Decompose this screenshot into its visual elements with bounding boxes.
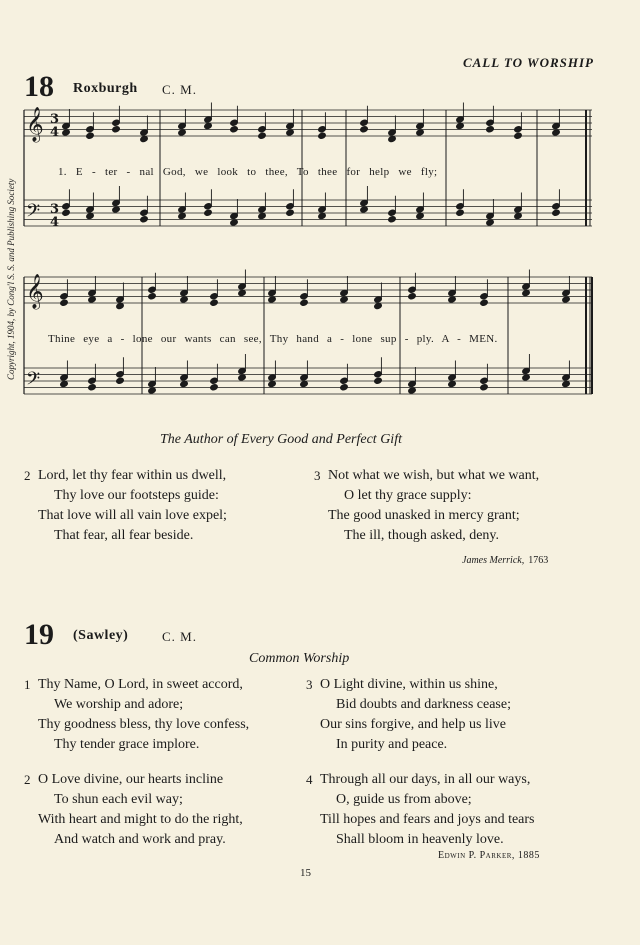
- copyright-notice: Copyright, 1904, by Cong'l S. S. and Publishing Society: [6, 178, 16, 380]
- note-head: [140, 216, 149, 223]
- time-signature: 3: [50, 112, 60, 127]
- verse-line: With heart and might to do the right,: [38, 812, 243, 827]
- note-head: [416, 212, 425, 219]
- note-head: [148, 387, 157, 394]
- note-head: [178, 212, 187, 219]
- note-head: [408, 293, 417, 300]
- note-head: [268, 380, 277, 387]
- music-score-18: [0, 0, 640, 420]
- verse-line: Our sins forgive, and help us live: [320, 717, 506, 732]
- note-head: [180, 380, 189, 387]
- note-head: [416, 129, 425, 136]
- note-head: [86, 132, 95, 139]
- hymn-19-number: 19: [24, 618, 54, 651]
- verse-number: 2: [24, 772, 31, 787]
- verse-line: Thy love our footsteps guide:: [54, 488, 219, 503]
- time-signature: 4: [50, 125, 60, 140]
- verse-number: 3: [306, 677, 313, 692]
- note-head: [448, 380, 457, 387]
- note-head: [112, 126, 121, 133]
- note-head: [514, 132, 523, 139]
- note-head: [486, 126, 495, 133]
- treble-clef-icon: 𝄞: [26, 274, 44, 309]
- note-head: [116, 377, 125, 384]
- time-signature: 4: [50, 215, 60, 230]
- note-head: [318, 212, 327, 219]
- verse-line: Shall bloom in heavenly love.: [336, 832, 504, 847]
- hymn-19-attribution: Edwin P. Parker, 1885: [438, 850, 540, 861]
- verse-line: O let thy grace supply:: [344, 488, 472, 503]
- note-head: [204, 122, 213, 129]
- section-header: CALL TO WORSHIP: [462, 55, 594, 70]
- hymn-18-attribution: [462, 550, 548, 568]
- note-head: [300, 299, 309, 306]
- treble-clef-icon: 𝄞: [26, 107, 44, 142]
- verse-line: Thy goodness bless, thy love confess,: [38, 717, 250, 732]
- verse-line: The good unasked in mercy grant;: [328, 508, 520, 523]
- hymn-18-lyric-line-2: Thine eye a - lone our wants can see, Thy hand a - lone sup - ply. A - MEN.: [48, 333, 498, 345]
- hymn-18-lyric-line-1: 1. E - ter - nal God, we look to thee, To thee for help we fly;: [58, 166, 438, 178]
- hymn-19-verse-1: [24, 675, 250, 755]
- note-head: [374, 377, 383, 384]
- note-head: [486, 219, 495, 226]
- note-head: [210, 384, 219, 391]
- verse-line: O Light divine, within us shine,: [320, 677, 498, 692]
- hymn-18-meter: C. M.: [162, 82, 197, 97]
- note-head: [552, 129, 561, 136]
- verse-line: We worship and adore;: [54, 697, 184, 712]
- note-head: [408, 387, 417, 394]
- note-head: [522, 289, 531, 296]
- verse-number: 3: [314, 468, 321, 483]
- note-head: [448, 296, 457, 303]
- hymn-18-title: The Author of Every Good and Perfect Gift: [160, 432, 402, 447]
- hymn-19-verse-4: [306, 770, 535, 850]
- verse-line: To shun each evil way;: [54, 792, 183, 807]
- verse-line: That love will all vain love expel;: [38, 508, 227, 523]
- hymn-19-title: Common Worship: [249, 651, 350, 666]
- verse-line: O, guide us from above;: [336, 792, 472, 807]
- note-head: [204, 209, 213, 216]
- hymn-19-verse-2: [24, 770, 243, 850]
- page-number: 15: [300, 867, 311, 879]
- author: James Merrick,: [462, 555, 525, 566]
- verse-number: 2: [24, 468, 31, 483]
- note-head: [562, 380, 571, 387]
- note-head: [318, 132, 327, 139]
- note-head: [140, 135, 149, 142]
- note-head: [148, 293, 157, 300]
- verse-line: Thy Name, O Lord, in sweet accord,: [38, 677, 243, 692]
- note-head: [178, 129, 187, 136]
- verse-number: 1: [24, 677, 31, 692]
- note-head: [286, 129, 295, 136]
- note-head: [552, 209, 561, 216]
- hymn-18-verse-3: [314, 466, 540, 546]
- verse-line: Through all our days, in all our ways,: [320, 772, 531, 787]
- hymn-18-tune: Roxburgh: [73, 81, 138, 96]
- note-head: [62, 129, 71, 136]
- verse-line: In purity and peace.: [336, 737, 448, 752]
- verse-line: Till hopes and fears and joys and tears: [320, 812, 535, 827]
- note-head: [268, 296, 277, 303]
- hymn-18-verse-2: [24, 466, 227, 546]
- note-head: [112, 206, 121, 213]
- note-head: [238, 374, 247, 381]
- note-head: [480, 384, 489, 391]
- note-head: [230, 126, 239, 133]
- note-head: [88, 296, 97, 303]
- note-head: [300, 380, 309, 387]
- time-signature: 3: [50, 202, 60, 217]
- verse-line: The ill, though asked, deny.: [344, 528, 500, 543]
- note-head: [388, 216, 397, 223]
- note-head: [230, 219, 239, 226]
- note-head: [340, 384, 349, 391]
- note-head: [514, 212, 523, 219]
- note-head: [210, 299, 219, 306]
- note-head: [88, 384, 97, 391]
- verse-line: Thy tender grace implore.: [54, 737, 200, 752]
- note-head: [522, 374, 531, 381]
- year: 1763: [528, 555, 549, 566]
- note-head: [340, 296, 349, 303]
- hymn-18-number: 18: [24, 70, 54, 103]
- note-head: [60, 299, 69, 306]
- verse-line: Not what we wish, but what we want,: [328, 468, 540, 483]
- note-head: [238, 289, 247, 296]
- note-head: [374, 302, 383, 309]
- note-head: [62, 209, 71, 216]
- hymn-19-tune: (Sawley): [73, 628, 129, 643]
- bass-clef-icon: 𝄢: [26, 201, 41, 226]
- note-head: [258, 212, 267, 219]
- note-head: [86, 212, 95, 219]
- note-head: [258, 132, 267, 139]
- note-head: [562, 296, 571, 303]
- note-head: [360, 206, 369, 213]
- note-head: [388, 135, 397, 142]
- verse-line: And watch and work and pray.: [54, 832, 226, 847]
- hymn-19-meter: C. M.: [162, 629, 197, 644]
- bass-clef-icon: 𝄢: [26, 369, 41, 394]
- verse-line: That fear, all fear beside.: [54, 528, 194, 543]
- hymn-19-verse-3: [306, 675, 511, 755]
- note-head: [116, 302, 125, 309]
- note-head: [180, 296, 189, 303]
- verse-line: O Love divine, our hearts incline: [38, 772, 224, 787]
- note-head: [456, 122, 465, 129]
- verse-line: Lord, let thy fear within us dwell,: [38, 468, 227, 483]
- note-head: [286, 209, 295, 216]
- verse-line: Bid doubts and darkness cease;: [336, 697, 511, 712]
- note-head: [60, 380, 69, 387]
- note-head: [360, 126, 369, 133]
- note-head: [456, 209, 465, 216]
- verse-number: 4: [306, 772, 313, 787]
- note-head: [480, 299, 489, 306]
